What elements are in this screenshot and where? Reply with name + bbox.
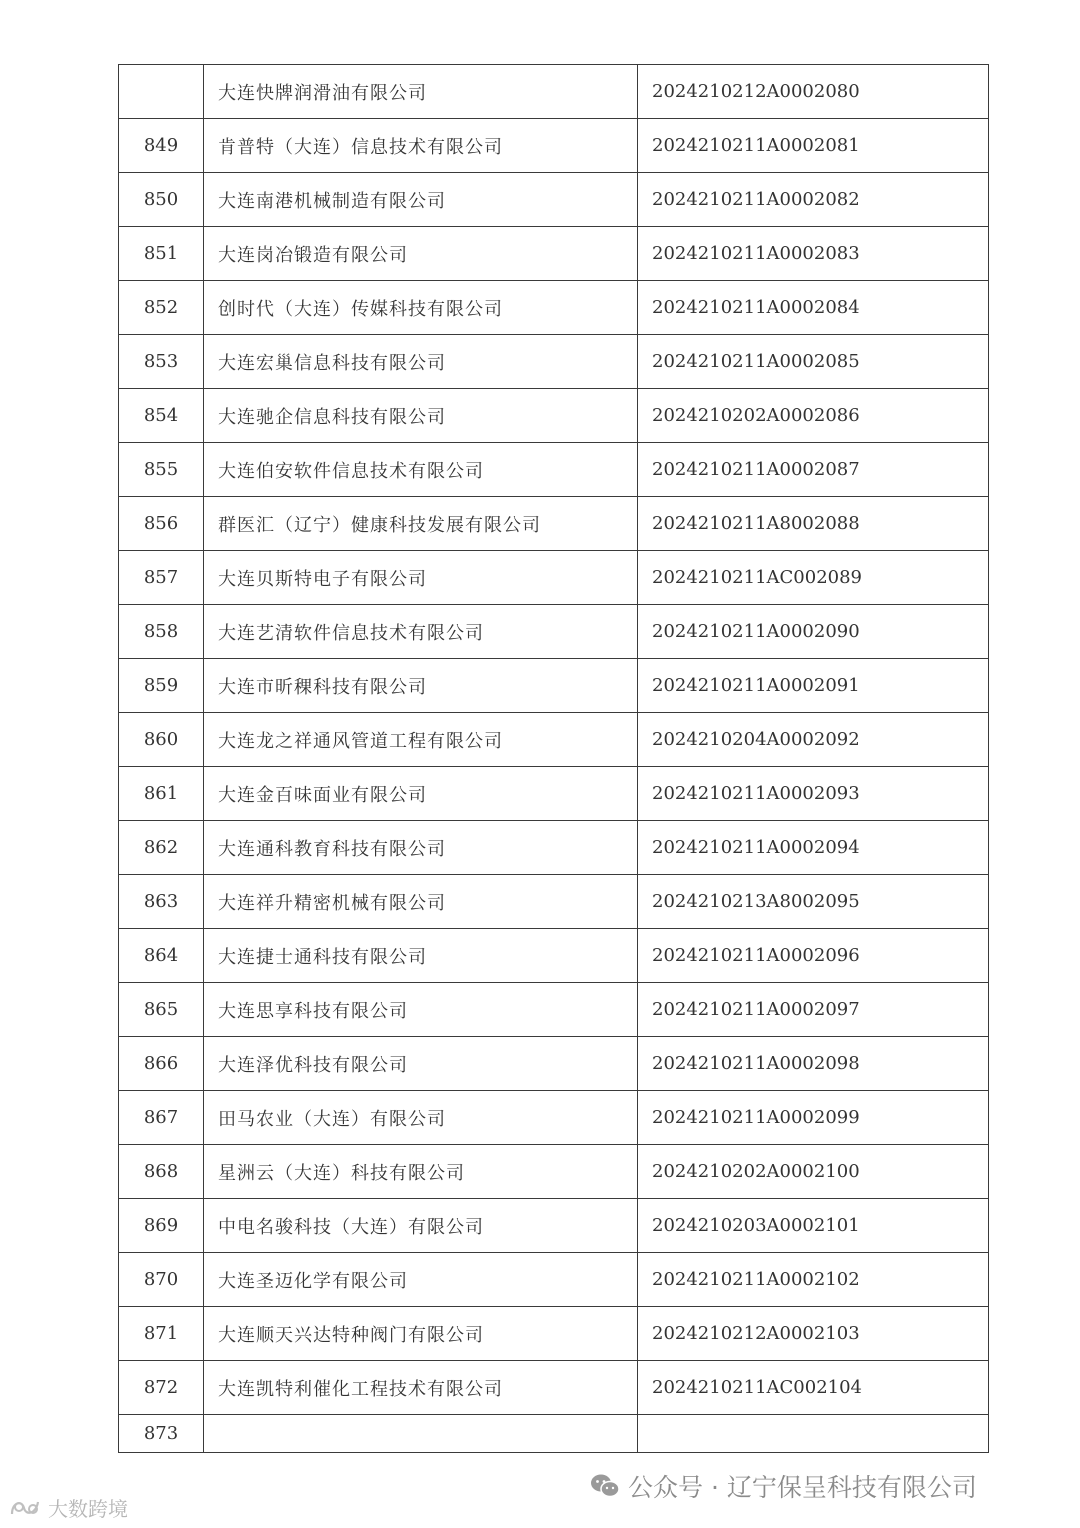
row-number-cell: 860	[119, 713, 204, 767]
row-number-cell: 868	[119, 1145, 204, 1199]
company-name-cell: 大连市昕稞科技有限公司	[204, 659, 638, 713]
table-row	[119, 1253, 989, 1307]
registration-code-cell: 2024210211A0002102	[638, 1253, 989, 1307]
registration-code-cell: 2024210211A0002084	[638, 281, 989, 335]
table-row	[119, 875, 989, 929]
wechat-watermark	[590, 1466, 977, 1506]
table-row	[119, 119, 989, 173]
registration-code-cell: 2024210211A0002093	[638, 767, 989, 821]
company-name-cell: 肯普特（大连）信息技术有限公司	[204, 119, 638, 173]
company-name-cell: 大连泽优科技有限公司	[204, 1037, 638, 1091]
row-number-cell: 863	[119, 875, 204, 929]
row-number-cell: 869	[119, 1199, 204, 1253]
company-name-cell: 大连伯安软件信息技术有限公司	[204, 443, 638, 497]
row-number-cell: 865	[119, 983, 204, 1037]
table-row	[119, 281, 989, 335]
table-row	[119, 497, 989, 551]
table-row	[119, 335, 989, 389]
brand-logo-icon	[8, 1496, 44, 1518]
registration-code-cell: 2024210212A0002080	[638, 65, 989, 119]
company-name-cell: 大连快牌润滑油有限公司	[204, 65, 638, 119]
company-name-cell: 大连驰企信息科技有限公司	[204, 389, 638, 443]
registration-code-cell	[638, 1415, 989, 1453]
row-number-cell: 873	[119, 1415, 204, 1453]
company-name-cell: 大连凯特利催化工程技术有限公司	[204, 1361, 638, 1415]
table-row	[119, 227, 989, 281]
table-row	[119, 713, 989, 767]
row-number-cell: 857	[119, 551, 204, 605]
company-list-table	[118, 64, 989, 1453]
company-name-cell: 大连艺清软件信息技术有限公司	[204, 605, 638, 659]
table-row	[119, 1199, 989, 1253]
row-number-cell	[119, 65, 204, 119]
row-number-cell: 854	[119, 389, 204, 443]
registration-code-cell: 2024210203A0002101	[638, 1199, 989, 1253]
row-number-cell: 871	[119, 1307, 204, 1361]
table-body	[119, 65, 989, 1453]
row-number-cell: 864	[119, 929, 204, 983]
company-name-cell: 大连通科教育科技有限公司	[204, 821, 638, 875]
row-number-cell: 859	[119, 659, 204, 713]
registration-code-cell: 2024210213A8002095	[638, 875, 989, 929]
corner-mark-text: 大数跨境	[48, 1496, 128, 1521]
row-number-cell: 852	[119, 281, 204, 335]
table-row	[119, 1415, 989, 1453]
registration-code-cell: 2024210211A0002085	[638, 335, 989, 389]
table-row	[119, 1145, 989, 1199]
registration-code-cell: 2024210204A0002092	[638, 713, 989, 767]
company-name-cell: 大连思享科技有限公司	[204, 983, 638, 1037]
registration-code-cell: 2024210211A0002090	[638, 605, 989, 659]
company-name-cell: 大连贝斯特电子有限公司	[204, 551, 638, 605]
registration-code-cell: 2024210212A0002103	[638, 1307, 989, 1361]
row-number-cell: 851	[119, 227, 204, 281]
table-row	[119, 767, 989, 821]
table-row	[119, 659, 989, 713]
company-name-cell: 星洲云（大连）科技有限公司	[204, 1145, 638, 1199]
table-row	[119, 821, 989, 875]
registration-code-cell: 2024210211AC002104	[638, 1361, 989, 1415]
row-number-cell: 861	[119, 767, 204, 821]
table-row	[119, 551, 989, 605]
wechat-icon	[590, 1473, 620, 1499]
registration-code-cell: 2024210211A0002087	[638, 443, 989, 497]
row-number-cell: 850	[119, 173, 204, 227]
company-name-cell: 群医汇（辽宁）健康科技发展有限公司	[204, 497, 638, 551]
table-row	[119, 1037, 989, 1091]
row-number-cell: 858	[119, 605, 204, 659]
company-name-cell: 大连祥升精密机械有限公司	[204, 875, 638, 929]
row-number-cell: 866	[119, 1037, 204, 1091]
row-number-cell: 870	[119, 1253, 204, 1307]
registration-code-cell: 2024210211A0002096	[638, 929, 989, 983]
company-name-cell: 大连金百味面业有限公司	[204, 767, 638, 821]
registration-code-cell: 2024210202A0002086	[638, 389, 989, 443]
watermark-text: 公众号 · 辽宁保呈科技有限公司	[628, 1473, 977, 1502]
registration-code-cell: 2024210211A0002083	[638, 227, 989, 281]
company-name-cell: 大连捷士通科技有限公司	[204, 929, 638, 983]
table-row	[119, 1307, 989, 1361]
registration-code-cell: 2024210211A0002094	[638, 821, 989, 875]
registration-code-cell: 2024210211A0002091	[638, 659, 989, 713]
table-row	[119, 929, 989, 983]
table-row	[119, 1091, 989, 1145]
row-number-cell: 856	[119, 497, 204, 551]
company-name-cell: 大连顺天兴达特种阀门有限公司	[204, 1307, 638, 1361]
row-number-cell: 872	[119, 1361, 204, 1415]
table-row	[119, 173, 989, 227]
company-name-cell: 田马农业（大连）有限公司	[204, 1091, 638, 1145]
row-number-cell: 853	[119, 335, 204, 389]
corner-brand-mark	[8, 1492, 128, 1522]
row-number-cell: 855	[119, 443, 204, 497]
registration-code-cell: 2024210211A0002082	[638, 173, 989, 227]
company-name-cell: 大连南港机械制造有限公司	[204, 173, 638, 227]
company-name-cell: 大连宏巢信息科技有限公司	[204, 335, 638, 389]
row-number-cell: 862	[119, 821, 204, 875]
registration-code-cell: 2024210211A0002097	[638, 983, 989, 1037]
registration-code-cell: 2024210211AC002089	[638, 551, 989, 605]
registration-code-cell: 2024210211A0002098	[638, 1037, 989, 1091]
company-name-cell: 大连龙之祥通风管道工程有限公司	[204, 713, 638, 767]
table-row	[119, 443, 989, 497]
registration-code-cell: 2024210211A0002081	[638, 119, 989, 173]
company-name-cell	[204, 1415, 638, 1453]
table-row	[119, 605, 989, 659]
registration-code-cell: 2024210202A0002100	[638, 1145, 989, 1199]
table-row	[119, 65, 989, 119]
table-row	[119, 389, 989, 443]
table-row	[119, 983, 989, 1037]
row-number-cell: 867	[119, 1091, 204, 1145]
row-number-cell: 849	[119, 119, 204, 173]
company-name-cell: 中电名骏科技（大连）有限公司	[204, 1199, 638, 1253]
registration-code-cell: 2024210211A8002088	[638, 497, 989, 551]
company-name-cell: 大连岗冶锻造有限公司	[204, 227, 638, 281]
registration-code-cell: 2024210211A0002099	[638, 1091, 989, 1145]
company-name-cell: 大连圣迈化学有限公司	[204, 1253, 638, 1307]
company-name-cell: 创时代（大连）传媒科技有限公司	[204, 281, 638, 335]
table-row	[119, 1361, 989, 1415]
